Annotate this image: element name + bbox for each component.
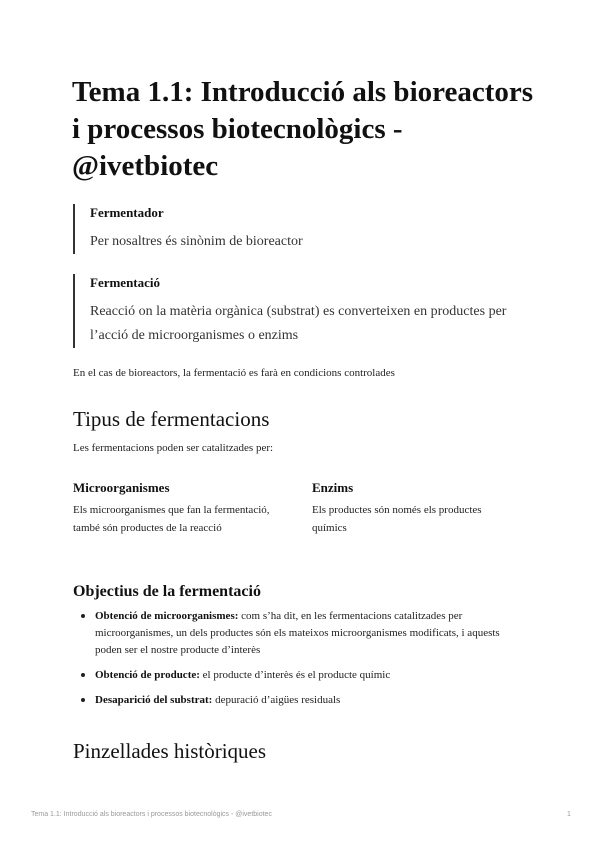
page-title: Tema 1.1: Introducció als bioreactors i processos biotecnològics - @ivetbiotec	[72, 76, 534, 182]
section-heading-pinzellades: Pinzellades històriques	[73, 739, 267, 763]
item-text: depuració d’aigües residuals	[212, 694, 341, 706]
item-label: Desaparició del substrat:	[95, 694, 213, 706]
callout-fermentador	[73, 204, 530, 254]
column-title-enzims: Enzims	[312, 480, 354, 495]
list-item	[73, 667, 513, 684]
section-heading-objectius: Objectius de la fermentació	[73, 583, 261, 600]
objectives-list	[73, 608, 513, 717]
callout-body: Per nosaltres és sinònim de bioreactor	[90, 234, 303, 249]
callout-fermentacio	[73, 274, 530, 348]
item-label: Obtenció de producte:	[95, 669, 200, 681]
list-item	[73, 608, 513, 659]
list-item	[73, 692, 513, 709]
callout-title: Fermentador	[90, 205, 164, 220]
column-text-enzims: Els productes són només els productes químics	[312, 504, 482, 534]
section-lead: Les fermentacions poden ser catalitzades per:	[73, 442, 274, 454]
item-label: Obtenció de microorganismes:	[95, 610, 239, 622]
item-text: com s’ha dit, en les fermentacions catalitzades per microorganismes, un dels productes són els mateixos microorganismes modificats, i aquests poden ser el nostre producte d’interès	[95, 610, 500, 656]
column-text-microorganismes: Els microorganismes que fan la fermentació, també són productes de la reacció	[73, 504, 270, 534]
callout-title: Fermentació	[90, 275, 161, 290]
page-number: 1	[567, 811, 571, 818]
page-footer: Tema 1.1: Introducció als bioreactors i processos biotecnològics - @ivetbiotec	[31, 811, 272, 818]
section-heading-tipus: Tipus de fermentacions	[73, 407, 270, 431]
callout-body: Reacció on la matèria orgànica (substrat) es converteixen en productes per l’acció de microorganismes o enzims	[90, 304, 507, 343]
item-text: el producte d’interès és el producte químic	[199, 669, 391, 681]
intro-paragraph: En el cas de bioreactors, la fermentació es farà en condicions controlades	[73, 367, 395, 379]
column-title-microorganismes: Microorganismes	[73, 480, 170, 495]
